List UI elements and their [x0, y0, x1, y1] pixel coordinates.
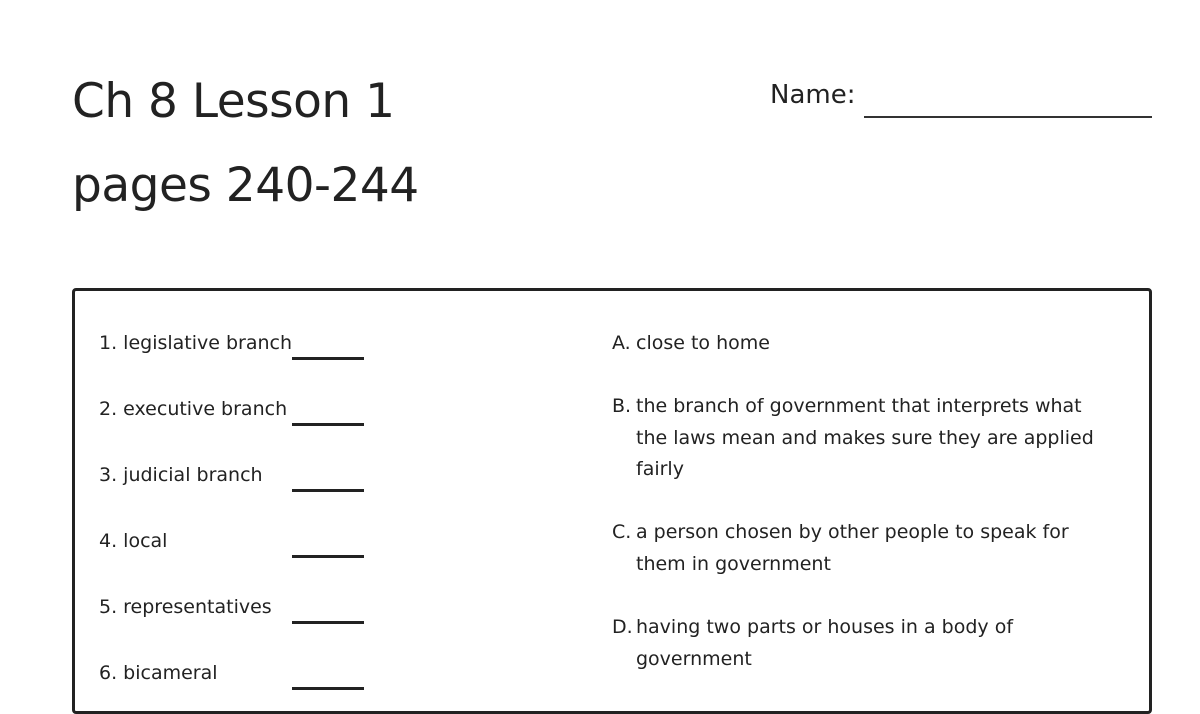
- definition-letter: D.: [612, 616, 633, 638]
- term-item: [99, 392, 399, 432]
- answer-blank[interactable]: [292, 555, 364, 558]
- definition-text: close to home: [636, 332, 770, 354]
- term-item: [99, 524, 399, 564]
- definition-letter: C.: [612, 521, 632, 543]
- answer-blank[interactable]: [292, 687, 364, 690]
- definition-item: [612, 517, 1112, 580]
- definition-item: [612, 328, 1112, 360]
- term-item: [99, 458, 399, 498]
- answer-blank[interactable]: [292, 423, 364, 426]
- term-label: 2. executive branch: [99, 398, 288, 420]
- definition-text: having two parts or houses in a body of government: [636, 616, 1014, 670]
- term-item: [99, 656, 399, 696]
- term-label: 4. local: [99, 530, 168, 552]
- term-item: [99, 590, 399, 630]
- term-label: 6. bicameral: [99, 662, 218, 684]
- name-field: [770, 78, 1152, 120]
- definition-text: the branch of government that interprets what the laws mean and makes sure they are applied fairly: [636, 395, 1094, 480]
- answer-blank[interactable]: [292, 489, 364, 492]
- answer-blank[interactable]: [292, 357, 364, 360]
- term-label: 1. legislative branch: [99, 332, 293, 354]
- worksheet-subtitle: pages 240-244: [72, 158, 419, 213]
- term-item: [99, 326, 399, 366]
- name-label: Name:: [770, 80, 856, 110]
- definition-letter: A.: [612, 332, 631, 354]
- definition-item: [612, 391, 1112, 486]
- term-label: 5. representatives: [99, 596, 272, 618]
- definition-item: [612, 612, 1112, 675]
- worksheet-title: Ch 8 Lesson 1: [72, 74, 395, 129]
- answer-blank[interactable]: [292, 621, 364, 624]
- name-blank-line[interactable]: [864, 116, 1152, 118]
- definition-text: a person chosen by other people to speak for them in government: [636, 521, 1069, 575]
- term-label: 3. judicial branch: [99, 464, 263, 486]
- definition-letter: B.: [612, 395, 632, 417]
